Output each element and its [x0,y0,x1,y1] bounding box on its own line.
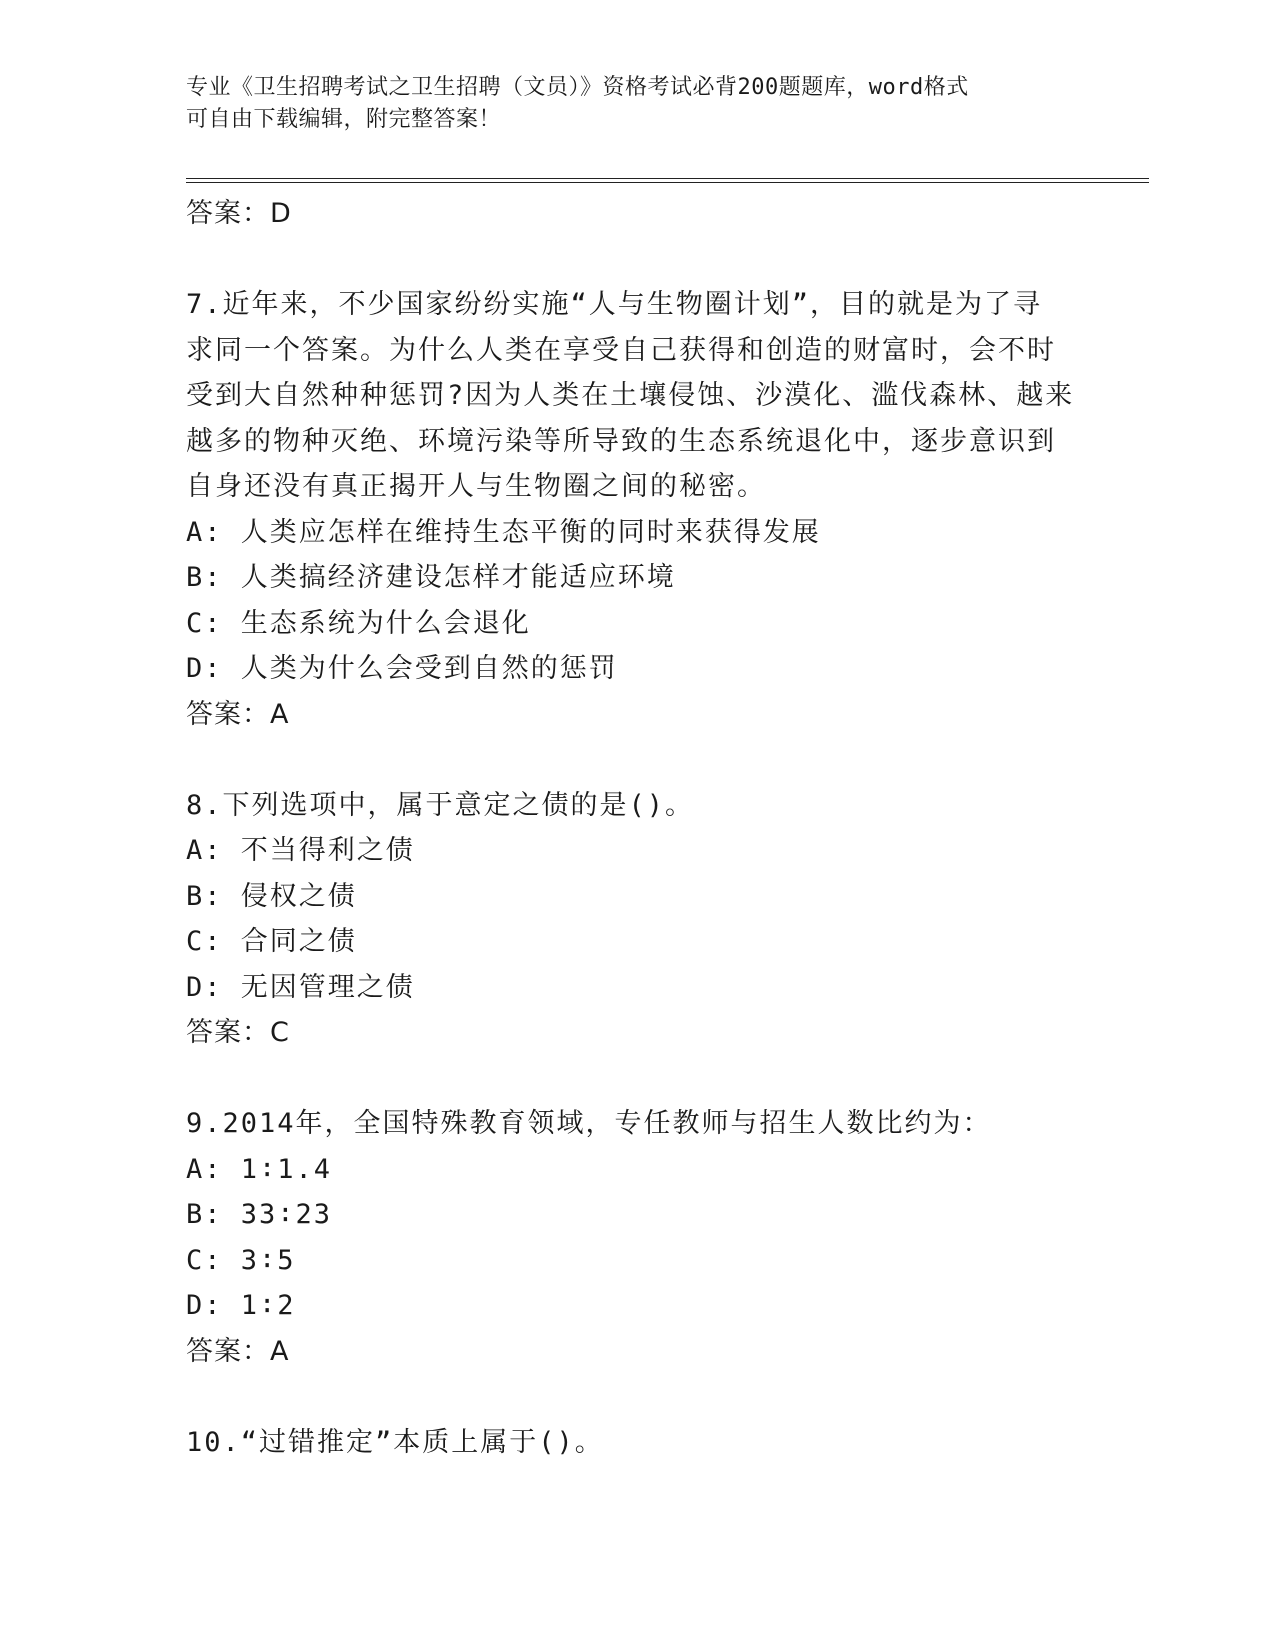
option-b: B: 人类搞经济建设怎样才能适应环境 [186,562,676,593]
page-header [186,72,1086,136]
option-b: B: 侵权之债 [186,880,357,912]
question-10 [186,1420,1086,1466]
option-a: A: 不当得利之债 [186,835,415,866]
option-a: A: 人类应怎样在维持生态平衡的同时来获得发展 [186,516,821,548]
previous-answer: 答案：D [186,198,292,229]
answer: 答案：A [186,1335,290,1367]
blank-line [186,737,1086,783]
question-stem-line: 受到大自然种种惩罚?因为人类在土壤侵蚀、沙漠化、滥伐森林、越来 [186,380,1075,411]
header-line-1: 专业《卫生招聘考试之卫生招聘（文员）》资格考试必背200题题库，word格式 [186,75,969,100]
question-stem-line: 10.“过错推定”本质上属于()。 [186,1426,604,1458]
question-stem-line: 越多的物种灭绝、环境污染等所导致的生态系统退化中，逐步意识到 [186,425,1056,457]
blank-line [186,237,1086,283]
question-7 [186,282,1086,737]
option-d: D: 1∶2 [186,1290,296,1321]
header-line-2: 可自由下载编辑，附完整答案！ [186,107,502,132]
question-8 [186,783,1086,1056]
option-d: D: 人类为什么会受到自然的惩罚 [186,653,618,684]
option-a: A: 1∶1.4 [186,1153,333,1185]
question-stem-line: 自身还没有真正揭开人与生物圈之间的秘密。 [186,471,766,502]
blank-line [186,1374,1086,1420]
option-c: C: 合同之债 [186,926,357,957]
option-b: B: 33∶23 [186,1199,333,1230]
blank-line [186,1056,1086,1102]
header-divider [186,178,1149,183]
answer: 答案：C [186,1017,290,1048]
question-stem-line: 8.下列选项中，属于意定之债的是()。 [186,789,695,821]
option-d: D: 无因管理之债 [186,971,415,1003]
question-stem-line: 7.近年来，不少国家纷纷实施“人与生物圈计划”，目的就是为了寻 [186,289,1043,320]
option-c: C: 3∶5 [186,1244,296,1276]
document-body [186,191,1086,1465]
question-stem-line: 求同一个答案。为什么人类在享受自己获得和创造的财富时，会不时 [186,334,1056,366]
question-stem-line: 9.2014年，全国特殊教育领域，专任教师与招生人数比约为： [186,1108,992,1139]
question-9 [186,1101,1086,1374]
option-c: C: 生态系统为什么会退化 [186,607,531,639]
answer: 答案：A [186,698,290,730]
